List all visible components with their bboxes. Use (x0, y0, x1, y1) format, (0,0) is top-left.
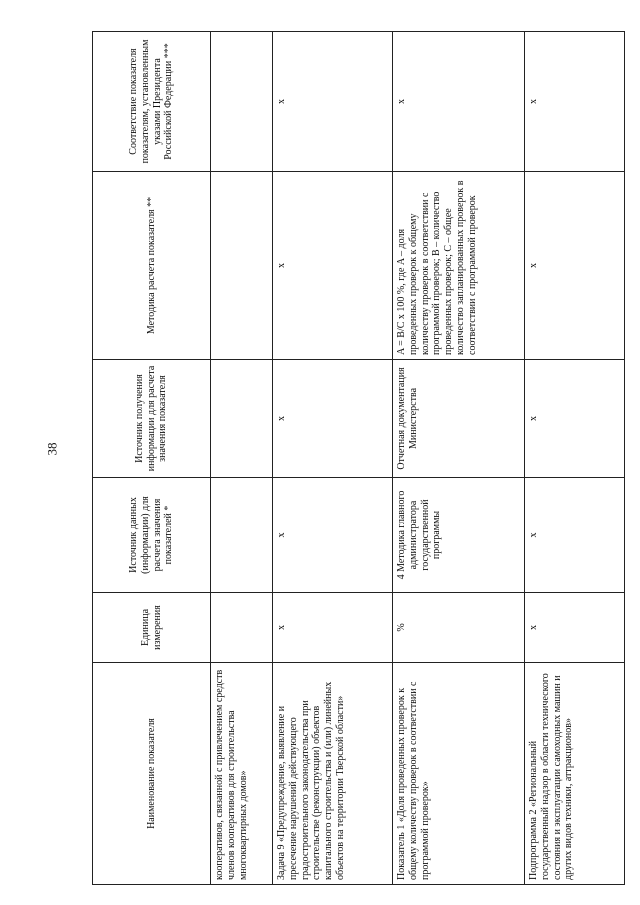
cell-info-source: х (525, 360, 625, 478)
cell-unit (211, 593, 273, 663)
cell-data-source: х (525, 478, 625, 593)
cell-name: Задача 9 «Предупреждение, выявление и пресечение нарушений действующего градостроительного законодательства при строительстве (реконструкции) объектов капитального строительства и (или) линейных объектов на территории Тверской области» (273, 663, 393, 885)
table-row (211, 32, 273, 885)
table-row (273, 32, 393, 885)
indicators-table (92, 31, 625, 885)
cell-unit: х (273, 593, 393, 663)
cell-name: Показатель 1 «Доля проведенных проверок к общему количеству проверок в соответствии с программой проверок» (393, 663, 525, 885)
table-row (393, 32, 525, 885)
header-method: Методика расчета показателя ** (93, 172, 211, 360)
cell-method: A = B/C x 100 %, где A – доля проведенных проверок к общему количеству проверок в соответствии с программой проверок; B – количество проведенных проверок; C – общее количество запланированных проверок в соответствии с программой проверок (393, 172, 525, 360)
cell-compliance: х (525, 32, 625, 172)
table-header-row (93, 32, 211, 885)
document-table-frame (92, 32, 575, 885)
cell-unit: % (393, 593, 525, 663)
header-info-source: Источник получения информации для расчета значения показателя (93, 360, 211, 478)
cell-info-source: х (273, 360, 393, 478)
cell-compliance: х (273, 32, 393, 172)
header-data-source: Источник данных (информации) для расчета значения показателей * (93, 478, 211, 593)
cell-compliance: х (393, 32, 525, 172)
cell-name: кооперативов, связанной с привлечением средств членов кооперативов для строительства многоквартирных домов» (211, 663, 273, 885)
header-indicator-name: Наименование показателя (93, 663, 211, 885)
header-compliance: Соответствие показателя показателям, установленным указами Президента Российской Федерации *** (93, 32, 211, 172)
cell-method (211, 172, 273, 360)
cell-unit: х (525, 593, 625, 663)
cell-info-source: Отчетная документация Министерства (393, 360, 525, 478)
cell-info-source (211, 360, 273, 478)
cell-data-source: 4 Методика главного администратора государственной программы (393, 478, 525, 593)
table-row (525, 32, 625, 885)
cell-name: Подпрограмма 2 «Региональный государственный надзор в области технического состояния и эксплуатации самоходных машин и других видов техники, аттракционов» (525, 663, 625, 885)
cell-data-source: х (273, 478, 393, 593)
header-unit: Единица измерения (93, 593, 211, 663)
page-number: 38 (44, 442, 60, 456)
cell-method: х (273, 172, 393, 360)
cell-data-source (211, 478, 273, 593)
cell-compliance (211, 32, 273, 172)
cell-method: х (525, 172, 625, 360)
